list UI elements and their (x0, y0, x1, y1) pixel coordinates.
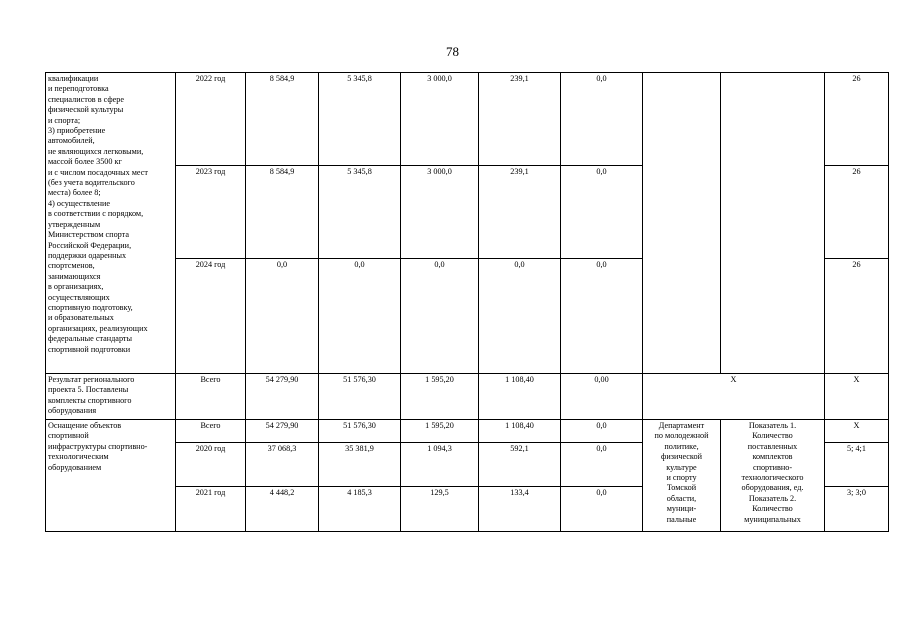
local-cell: 133,4 (479, 487, 561, 532)
year-cell: Всего (176, 374, 246, 420)
total-cell: 54 279,90 (246, 374, 319, 420)
page-number: 78 (446, 44, 459, 59)
regional-cell: 1 595,20 (401, 420, 479, 443)
federal-cell: 5 345,8 (319, 166, 401, 259)
federal-cell: 35 381,9 (319, 443, 401, 487)
federal-cell: 5 345,8 (319, 73, 401, 166)
local-cell: 239,1 (479, 73, 561, 166)
value-cell: 3; 3;0 (825, 487, 889, 532)
value-cell: Х (825, 420, 889, 443)
local-cell: 1 108,40 (479, 420, 561, 443)
regional-cell: 129,5 (401, 487, 479, 532)
indicator-cell: Х (643, 374, 825, 420)
value-cell: 26 (825, 166, 889, 259)
local-cell: 0,0 (479, 259, 561, 374)
value-cell: 26 (825, 73, 889, 166)
year-cell: 2021 год (176, 487, 246, 532)
local-cell: 239,1 (479, 166, 561, 259)
regional-cell: 3 000,0 (401, 166, 479, 259)
other-cell: 0,00 (561, 374, 643, 420)
indicator-cell: Показатель 1. Количество поставленных комплектов спортивно- технологического оборудования, ед. Показатель 2. Количество муниципальных (721, 420, 825, 532)
result-row (46, 374, 889, 420)
budget-table (45, 72, 889, 532)
regional-cell: 0,0 (401, 259, 479, 374)
other-cell: 0,0 (561, 420, 643, 443)
other-cell: 0,0 (561, 166, 643, 259)
result-description: Результат регионального проекта 5. Поставлены комплекты спортивного оборудования (46, 374, 176, 420)
year-cell: 2020 год (176, 443, 246, 487)
table-row (46, 420, 889, 443)
local-cell: 592,1 (479, 443, 561, 487)
total-cell: 37 068,3 (246, 443, 319, 487)
year-cell: 2023 год (176, 166, 246, 259)
other-cell: 0,0 (561, 487, 643, 532)
indicator-cell (721, 73, 825, 374)
total-cell: 8 584,9 (246, 166, 319, 259)
regional-cell: 1 595,20 (401, 374, 479, 420)
total-cell: 4 448,2 (246, 487, 319, 532)
value-cell: 26 (825, 259, 889, 374)
value-cell: 5; 4;1 (825, 443, 889, 487)
federal-cell: 51 576,30 (319, 420, 401, 443)
regional-cell: 3 000,0 (401, 73, 479, 166)
total-cell: 54 279,90 (246, 420, 319, 443)
table-row (46, 73, 889, 166)
federal-cell: 4 185,3 (319, 487, 401, 532)
year-cell: Всего (176, 420, 246, 443)
other-cell: 0,0 (561, 259, 643, 374)
measure-description: Оснащение объектов спортивной инфраструктуры спортивно- технологическим оборудованием (46, 420, 176, 532)
year-cell: 2022 год (176, 73, 246, 166)
regional-cell: 1 094,3 (401, 443, 479, 487)
executor-cell: Департамент по молодежной политике, физической культуре и спорту Томской области, муници- пальные (643, 420, 721, 532)
federal-cell: 0,0 (319, 259, 401, 374)
federal-cell: 51 576,30 (319, 374, 401, 420)
executor-cell (643, 73, 721, 374)
local-cell: 1 108,40 (479, 374, 561, 420)
total-cell: 0,0 (246, 259, 319, 374)
other-cell: 0,0 (561, 443, 643, 487)
total-cell: 8 584,9 (246, 73, 319, 166)
year-cell: 2024 год (176, 259, 246, 374)
measure-description: квалификации и переподготовка специалистов в сфере физической культуры и спорта; 3) приобретение автомобилей, не являющихся легковыми, массой более 3500 кг и с числом посадочных мест (без учета водительского места) более 8; 4) осуществление в соответствии с порядком, утвержденным Министерством спорта Российской Федерации, поддержки одаренных спортсменов, занимающихся в организациях, осуществляющих спортивную подготовку, и образовательных организациях, реализующих федеральные стандарты спортивной подготовки (46, 73, 176, 374)
value-cell: Х (825, 374, 889, 420)
other-cell: 0,0 (561, 73, 643, 166)
